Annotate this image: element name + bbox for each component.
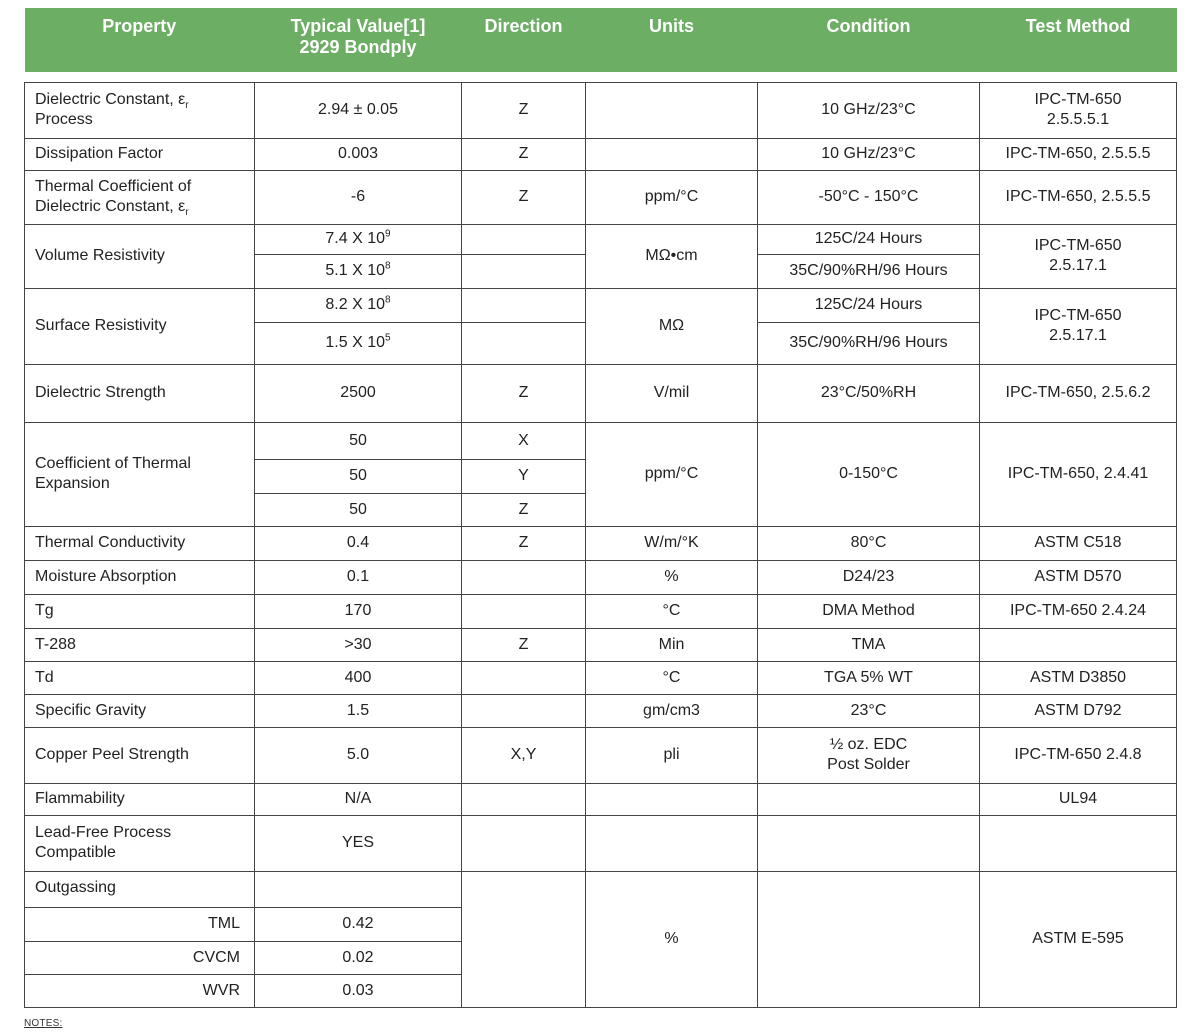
cell-value: YES (255, 815, 462, 871)
table-row-lead-free (25, 815, 1177, 871)
cell-direction (462, 871, 586, 1007)
cell-test-method: ASTM D792 (980, 694, 1177, 727)
header-condition: Condition (758, 8, 980, 72)
cell-units: W/m/°K (586, 526, 758, 560)
cell-condition: 23°C (758, 694, 980, 727)
cell-units: % (586, 560, 758, 594)
cell-units: ppm/°C (586, 170, 758, 224)
cell-property: Specific Gravity (25, 694, 255, 727)
cell-value: 8.2 X $10^8$ (255, 288, 462, 322)
cell-units (586, 815, 758, 871)
cell-direction (462, 594, 586, 628)
cell-property: Thermal Conductivity (25, 526, 255, 560)
cell-test-method: ASTM C518 (980, 526, 1177, 560)
table-header-row (25, 8, 1177, 72)
header-units: Units (586, 8, 758, 72)
cell-value: 50 (255, 459, 462, 493)
cell-direction (462, 815, 586, 871)
cell-condition: TGA 5% WT (758, 661, 980, 694)
notes-label: NOTES: (24, 1018, 63, 1029)
cell-value: 170 (255, 594, 462, 628)
cell-units (586, 783, 758, 815)
cell-direction: Z (462, 138, 586, 170)
cell-value: 5.1 X $10^8$ (255, 254, 462, 288)
cell-test-method: ASTM D3850 (980, 661, 1177, 694)
cell-property: Outgassing (25, 871, 255, 907)
cell-sub-label: TML (25, 907, 255, 941)
cell-units: V/mil (586, 364, 758, 422)
table-row-tg (25, 594, 1177, 628)
cell-direction (462, 254, 586, 288)
properties-table (24, 8, 1177, 1008)
cell-test-method (980, 815, 1177, 871)
header-test-method: Test Method (980, 8, 1177, 72)
cell-property: Tg (25, 594, 255, 628)
table-row-dissipation-factor (25, 138, 1177, 170)
cell-value: 0.4 (255, 526, 462, 560)
cell-condition: 0-150°C (758, 422, 980, 526)
cell-value: 0.1 (255, 560, 462, 594)
cell-direction: Z (462, 493, 586, 526)
cell-value: 5.0 (255, 727, 462, 783)
cell-property: Dissipation Factor (25, 138, 255, 170)
cell-value: 0.003 (255, 138, 462, 170)
cell-test-method: IPC-TM-650 2.4.24 (980, 594, 1177, 628)
cell-value: 1.5 X $10^5$ (255, 322, 462, 364)
cell-condition (758, 871, 980, 1007)
table-row-td (25, 661, 1177, 694)
cell-condition: 10 GHz/23°C (758, 138, 980, 170)
cell-condition: 35C/90%RH/96 Hours (758, 254, 980, 288)
cell-property: Td (25, 661, 255, 694)
cell-units: Min (586, 628, 758, 661)
cell-value: -6 (255, 170, 462, 224)
cell-value: 2500 (255, 364, 462, 422)
table-row-flammability (25, 783, 1177, 815)
cell-condition: 10 GHz/23°C (758, 82, 980, 138)
cell-test-method: IPC-TM-650, 2.4.41 (980, 422, 1177, 526)
cell-direction: Y (462, 459, 586, 493)
cell-units: gm/cm3 (586, 694, 758, 727)
cell-test-method: IPC-TM-650, 2.5.5.5 (980, 170, 1177, 224)
cell-units (586, 82, 758, 138)
cell-test-method: ASTM E-595 (980, 871, 1177, 1007)
table-row-moisture-absorption (25, 560, 1177, 594)
cell-condition: DMA Method (758, 594, 980, 628)
cell-direction: Z (462, 526, 586, 560)
cell-test-method: IPC-TM-650 2.5.17.1 (980, 288, 1177, 364)
table-row-thermal-coefficient (25, 170, 1177, 224)
cell-direction (462, 288, 586, 322)
cell-value: 7.4 X $10^9$ (255, 224, 462, 254)
cell-property: Thermal Coefficient of Dielectric Constant, $\varepsilon_r$ (25, 170, 255, 224)
cell-direction (462, 322, 586, 364)
cell-direction (462, 783, 586, 815)
cell-test-method: ASTM D570 (980, 560, 1177, 594)
cell-test-method: IPC-TM-650, 2.5.5.5 (980, 138, 1177, 170)
table-row-t288 (25, 628, 1177, 661)
cell-direction (462, 224, 586, 254)
cell-condition: ½ oz. EDC Post Solder (758, 727, 980, 783)
cell-units: pli (586, 727, 758, 783)
cell-condition: -50°C - 150°C (758, 170, 980, 224)
cell-direction: Z (462, 82, 586, 138)
cell-value: N/A (255, 783, 462, 815)
cell-test-method (980, 628, 1177, 661)
table-row-cte (25, 422, 1177, 459)
cell-condition: 35C/90%RH/96 Hours (758, 322, 980, 364)
cell-value: >30 (255, 628, 462, 661)
cell-units: °C (586, 661, 758, 694)
header-typical-value (255, 8, 462, 72)
header-typical-value-line1: Typical Value[1] (290, 16, 426, 36)
table-row-surface-resistivity (25, 288, 1177, 322)
table-row-volume-resistivity (25, 224, 1177, 254)
cell-units: ppm/°C (586, 422, 758, 526)
header-property: Property (25, 8, 255, 72)
cell-units (586, 138, 758, 170)
cell-condition: 23°C/50%RH (758, 364, 980, 422)
cell-direction: X (462, 422, 586, 459)
cell-property: Surface Resistivity (25, 288, 255, 364)
cell-property: T-288 (25, 628, 255, 661)
cell-units: MΩ (586, 288, 758, 364)
table-row-dielectric-strength (25, 364, 1177, 422)
table-row-outgassing (25, 871, 1177, 907)
cell-units: % (586, 871, 758, 1007)
cell-condition: D24/23 (758, 560, 980, 594)
cell-direction: Z (462, 364, 586, 422)
cell-value: 0.02 (255, 941, 462, 974)
cell-condition: TMA (758, 628, 980, 661)
cell-units: °C (586, 594, 758, 628)
cell-property: Moisture Absorption (25, 560, 255, 594)
cell-value: 0.03 (255, 974, 462, 1007)
cell-condition (758, 783, 980, 815)
cell-condition: 80°C (758, 526, 980, 560)
cell-property: Flammability (25, 783, 255, 815)
cell-direction (462, 560, 586, 594)
cell-value: 50 (255, 493, 462, 526)
cell-direction (462, 661, 586, 694)
cell-condition: 125C/24 Hours (758, 288, 980, 322)
cell-test-method: IPC-TM-650, 2.5.6.2 (980, 364, 1177, 422)
table-row-dielectric-constant (25, 82, 1177, 138)
cell-test-method: IPC-TM-650 2.5.5.5.1 (980, 82, 1177, 138)
cell-test-method: IPC-TM-650 2.5.17.1 (980, 224, 1177, 288)
cell-value: 50 (255, 422, 462, 459)
cell-sub-label: CVCM (25, 941, 255, 974)
cell-value: 400 (255, 661, 462, 694)
cell-sub-label: WVR (25, 974, 255, 1007)
cell-test-method: IPC-TM-650 2.4.8 (980, 727, 1177, 783)
cell-property: Lead-Free Process Compatible (25, 815, 255, 871)
cell-condition: 125C/24 Hours (758, 224, 980, 254)
cell-value: 1.5 (255, 694, 462, 727)
cell-value (255, 871, 462, 907)
header-direction: Direction (462, 8, 586, 72)
cell-test-method: UL94 (980, 783, 1177, 815)
cell-property: Copper Peel Strength (25, 727, 255, 783)
header-spacer (25, 72, 1177, 82)
cell-property: Dielectric Constant, $\varepsilon_r$ Process (25, 82, 255, 138)
table-row-specific-gravity (25, 694, 1177, 727)
cell-value: 0.42 (255, 907, 462, 941)
cell-direction: X,Y (462, 727, 586, 783)
table-row-copper-peel-strength (25, 727, 1177, 783)
header-typical-value-line2: 2929 Bondply (299, 37, 417, 57)
cell-direction: Z (462, 628, 586, 661)
cell-direction: Z (462, 170, 586, 224)
cell-value: 2.94 ± 0.05 (255, 82, 462, 138)
table-row-thermal-conductivity (25, 526, 1177, 560)
cell-condition (758, 815, 980, 871)
cell-direction (462, 694, 586, 727)
cell-units: MΩ•cm (586, 224, 758, 288)
cell-property: Dielectric Strength (25, 364, 255, 422)
cell-property: Coefficient of Thermal Expansion (25, 422, 255, 526)
cell-property: Volume Resistivity (25, 224, 255, 288)
